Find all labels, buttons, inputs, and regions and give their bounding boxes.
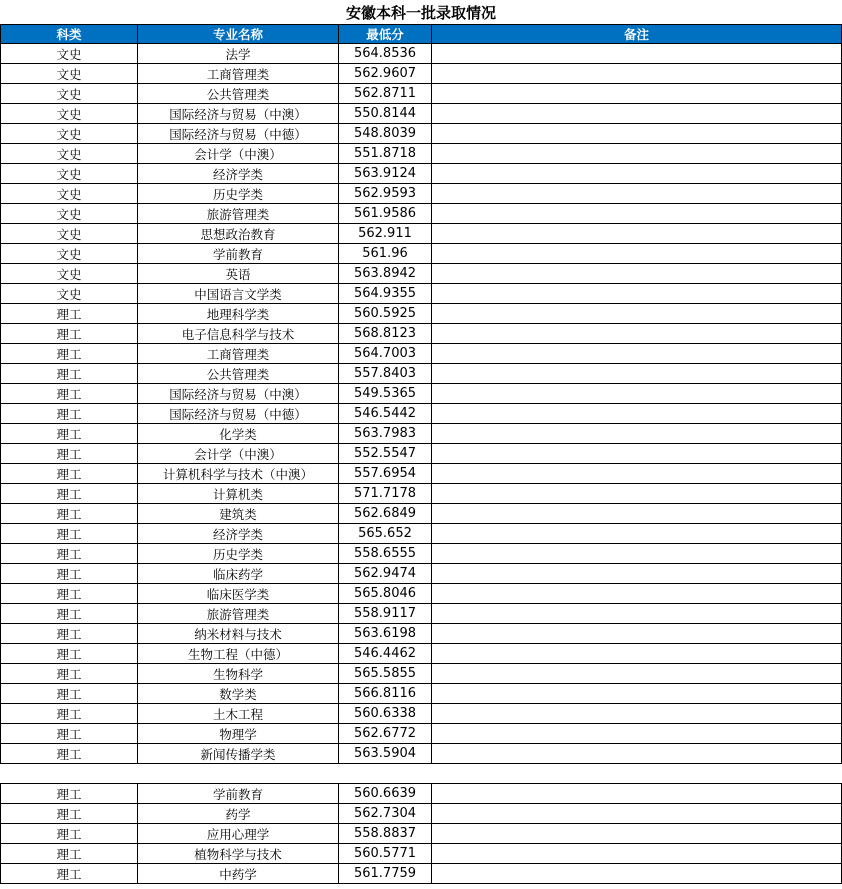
note-cell: [432, 744, 842, 764]
category-cell: 文史: [1, 184, 138, 204]
major-cell: 学前教育: [138, 784, 339, 804]
category-cell: 文史: [1, 44, 138, 64]
min-score-cell: 546.4462: [339, 644, 432, 664]
note-cell: [432, 644, 842, 664]
table-row: [1, 524, 842, 544]
page-title: 安徽本科一批录取情况: [345, 4, 496, 22]
major-cell: 学前教育: [138, 244, 339, 264]
note-cell: [432, 204, 842, 224]
min-score-cell: 560.6639: [339, 784, 432, 804]
min-score-cell: 566.8116: [339, 684, 432, 704]
major-cell: 土木工程: [138, 704, 339, 724]
min-score-cell: 562.8711: [339, 84, 432, 104]
major-cell: 中药学: [138, 864, 339, 884]
major-cell: 历史学类: [138, 544, 339, 564]
category-cell: 理工: [1, 584, 138, 604]
min-score-cell: 548.8039: [339, 124, 432, 144]
table-row: [1, 344, 842, 364]
note-cell: [432, 404, 842, 424]
note-cell: [432, 704, 842, 724]
min-score-cell: 564.8536: [339, 44, 432, 64]
major-cell: 生物工程（中德）: [138, 644, 339, 664]
admission-table-continued: [0, 783, 842, 884]
major-cell: 临床药学: [138, 564, 339, 584]
min-score-cell: 562.911: [339, 224, 432, 244]
major-cell: 经济学类: [138, 524, 339, 544]
table-row: [1, 84, 842, 104]
table-row: [1, 404, 842, 424]
note-cell: [432, 624, 842, 644]
category-cell: 理工: [1, 684, 138, 704]
category-cell: 文史: [1, 144, 138, 164]
note-cell: [432, 384, 842, 404]
category-cell: 理工: [1, 404, 138, 424]
min-score-cell: 551.8718: [339, 144, 432, 164]
category-cell: 理工: [1, 444, 138, 464]
table-row: [1, 204, 842, 224]
table-row: [1, 464, 842, 484]
table-row: [1, 364, 842, 384]
table-row: [1, 144, 842, 164]
min-score-cell: 560.5771: [339, 844, 432, 864]
column-header-major: 专业名称: [138, 25, 339, 44]
note-cell: [432, 64, 842, 84]
table-row: [1, 824, 842, 844]
table-row: [1, 784, 842, 804]
category-cell: 理工: [1, 864, 138, 884]
table-row: [1, 744, 842, 764]
category-cell: 理工: [1, 644, 138, 664]
category-cell: 理工: [1, 844, 138, 864]
min-score-cell: 558.6555: [339, 544, 432, 564]
note-cell: [432, 244, 842, 264]
major-cell: 生物科学: [138, 664, 339, 684]
category-cell: 理工: [1, 744, 138, 764]
table-row: [1, 544, 842, 564]
category-cell: 理工: [1, 784, 138, 804]
table-row: [1, 264, 842, 284]
note-cell: [432, 524, 842, 544]
major-cell: 历史学类: [138, 184, 339, 204]
major-cell: 国际经济与贸易（中德）: [138, 124, 339, 144]
note-cell: [432, 144, 842, 164]
table-row: [1, 324, 842, 344]
min-score-cell: 558.9117: [339, 604, 432, 624]
category-cell: 理工: [1, 604, 138, 624]
major-cell: 工商管理类: [138, 64, 339, 84]
major-cell: 旅游管理类: [138, 604, 339, 624]
major-cell: 经济学类: [138, 164, 339, 184]
major-cell: 中国语言文学类: [138, 284, 339, 304]
column-header-category: 科类: [1, 25, 138, 44]
note-cell: [432, 684, 842, 704]
min-score-cell: 563.9124: [339, 164, 432, 184]
category-cell: 理工: [1, 484, 138, 504]
note-cell: [432, 124, 842, 144]
note-cell: [432, 324, 842, 344]
category-cell: 理工: [1, 544, 138, 564]
min-score-cell: 560.6338: [339, 704, 432, 724]
table-body: [1, 44, 842, 764]
note-cell: [432, 184, 842, 204]
table-row: [1, 384, 842, 404]
min-score-cell: 549.5365: [339, 384, 432, 404]
category-cell: 文史: [1, 104, 138, 124]
category-cell: 理工: [1, 564, 138, 584]
major-cell: 化学类: [138, 424, 339, 444]
major-cell: 英语: [138, 264, 339, 284]
column-header-note: 备注: [432, 25, 842, 44]
table-row: [1, 304, 842, 324]
category-cell: 文史: [1, 204, 138, 224]
min-score-cell: 562.9607: [339, 64, 432, 84]
category-cell: 理工: [1, 324, 138, 344]
category-cell: 文史: [1, 284, 138, 304]
table-row: [1, 244, 842, 264]
min-score-cell: 571.7178: [339, 484, 432, 504]
min-score-cell: 561.7759: [339, 864, 432, 884]
min-score-cell: 568.8123: [339, 324, 432, 344]
note-cell: [432, 484, 842, 504]
note-cell: [432, 584, 842, 604]
min-score-cell: 564.7003: [339, 344, 432, 364]
major-cell: 法学: [138, 44, 339, 64]
note-cell: [432, 824, 842, 844]
category-cell: 文史: [1, 264, 138, 284]
table-body: [1, 784, 842, 884]
note-cell: [432, 44, 842, 64]
major-cell: 纳米材料与技术: [138, 624, 339, 644]
table-row: [1, 284, 842, 304]
note-cell: [432, 604, 842, 624]
note-cell: [432, 164, 842, 184]
major-cell: 公共管理类: [138, 84, 339, 104]
major-cell: 国际经济与贸易（中澳）: [138, 384, 339, 404]
min-score-cell: 565.5855: [339, 664, 432, 684]
category-cell: 理工: [1, 464, 138, 484]
table-row: [1, 44, 842, 64]
note-cell: [432, 364, 842, 384]
note-cell: [432, 224, 842, 244]
category-cell: 理工: [1, 524, 138, 544]
major-cell: 植物科学与技术: [138, 844, 339, 864]
category-cell: 理工: [1, 724, 138, 744]
note-cell: [432, 84, 842, 104]
min-score-cell: 565.8046: [339, 584, 432, 604]
table-row: [1, 624, 842, 644]
category-cell: 文史: [1, 84, 138, 104]
min-score-cell: 564.9355: [339, 284, 432, 304]
table-row: [1, 584, 842, 604]
header-row: [1, 25, 842, 44]
note-cell: [432, 104, 842, 124]
category-cell: 文史: [1, 224, 138, 244]
table-row: [1, 684, 842, 704]
major-cell: 计算机类: [138, 484, 339, 504]
major-cell: 公共管理类: [138, 364, 339, 384]
min-score-cell: 558.8837: [339, 824, 432, 844]
min-score-cell: 550.8144: [339, 104, 432, 124]
table-row: [1, 124, 842, 144]
min-score-cell: 562.9593: [339, 184, 432, 204]
major-cell: 旅游管理类: [138, 204, 339, 224]
note-cell: [432, 304, 842, 324]
note-cell: [432, 664, 842, 684]
min-score-cell: 563.6198: [339, 624, 432, 644]
min-score-cell: 557.8403: [339, 364, 432, 384]
category-cell: 理工: [1, 424, 138, 444]
note-cell: [432, 784, 842, 804]
major-cell: 会计学（中澳）: [138, 144, 339, 164]
note-cell: [432, 284, 842, 304]
note-cell: [432, 344, 842, 364]
table-row: [1, 704, 842, 724]
category-cell: 理工: [1, 364, 138, 384]
min-score-cell: 562.7304: [339, 804, 432, 824]
note-cell: [432, 864, 842, 884]
min-score-cell: 560.5925: [339, 304, 432, 324]
major-cell: 数学类: [138, 684, 339, 704]
category-cell: 理工: [1, 344, 138, 364]
table-row: [1, 64, 842, 84]
category-cell: 理工: [1, 504, 138, 524]
major-cell: 电子信息科学与技术: [138, 324, 339, 344]
category-cell: 理工: [1, 384, 138, 404]
table-row: [1, 424, 842, 444]
major-cell: 国际经济与贸易（中澳）: [138, 104, 339, 124]
min-score-cell: 546.5442: [339, 404, 432, 424]
min-score-cell: 563.7983: [339, 424, 432, 444]
table-row: [1, 564, 842, 584]
major-cell: 新闻传播学类: [138, 744, 339, 764]
category-cell: 理工: [1, 804, 138, 824]
min-score-cell: 557.6954: [339, 464, 432, 484]
note-cell: [432, 724, 842, 744]
min-score-cell: 562.9474: [339, 564, 432, 584]
table-row: [1, 864, 842, 884]
major-cell: 地理科学类: [138, 304, 339, 324]
major-cell: 物理学: [138, 724, 339, 744]
min-score-cell: 565.652: [339, 524, 432, 544]
major-cell: 临床医学类: [138, 584, 339, 604]
min-score-cell: 563.5904: [339, 744, 432, 764]
table-row: [1, 444, 842, 464]
major-cell: 思想政治教育: [138, 224, 339, 244]
table-row: [1, 664, 842, 684]
major-cell: 计算机科学与技术（中澳）: [138, 464, 339, 484]
note-cell: [432, 264, 842, 284]
table-row: [1, 644, 842, 664]
min-score-cell: 561.96: [339, 244, 432, 264]
min-score-cell: 552.5547: [339, 444, 432, 464]
table-row: [1, 724, 842, 744]
table-row: [1, 164, 842, 184]
category-cell: 文史: [1, 124, 138, 144]
major-cell: 药学: [138, 804, 339, 824]
note-cell: [432, 464, 842, 484]
major-cell: 工商管理类: [138, 344, 339, 364]
min-score-cell: 562.6849: [339, 504, 432, 524]
major-cell: 国际经济与贸易（中德）: [138, 404, 339, 424]
category-cell: 理工: [1, 664, 138, 684]
note-cell: [432, 804, 842, 824]
category-cell: 理工: [1, 624, 138, 644]
min-score-cell: 562.6772: [339, 724, 432, 744]
category-cell: 文史: [1, 164, 138, 184]
min-score-cell: 561.9586: [339, 204, 432, 224]
table-row: [1, 224, 842, 244]
category-cell: 理工: [1, 704, 138, 724]
category-cell: 理工: [1, 304, 138, 324]
table-row: [1, 604, 842, 624]
min-score-cell: 563.8942: [339, 264, 432, 284]
category-cell: 理工: [1, 824, 138, 844]
table-row: [1, 104, 842, 124]
note-cell: [432, 544, 842, 564]
column-header-min-score: 最低分: [339, 25, 432, 44]
note-cell: [432, 504, 842, 524]
note-cell: [432, 564, 842, 584]
admission-table: [0, 24, 842, 764]
table-row: [1, 484, 842, 504]
category-cell: 文史: [1, 64, 138, 84]
table-row: [1, 844, 842, 864]
major-cell: 建筑类: [138, 504, 339, 524]
table-row: [1, 804, 842, 824]
table-row: [1, 184, 842, 204]
table-row: [1, 504, 842, 524]
category-cell: 文史: [1, 244, 138, 264]
note-cell: [432, 444, 842, 464]
note-cell: [432, 844, 842, 864]
note-cell: [432, 424, 842, 444]
major-cell: 应用心理学: [138, 824, 339, 844]
major-cell: 会计学（中澳）: [138, 444, 339, 464]
